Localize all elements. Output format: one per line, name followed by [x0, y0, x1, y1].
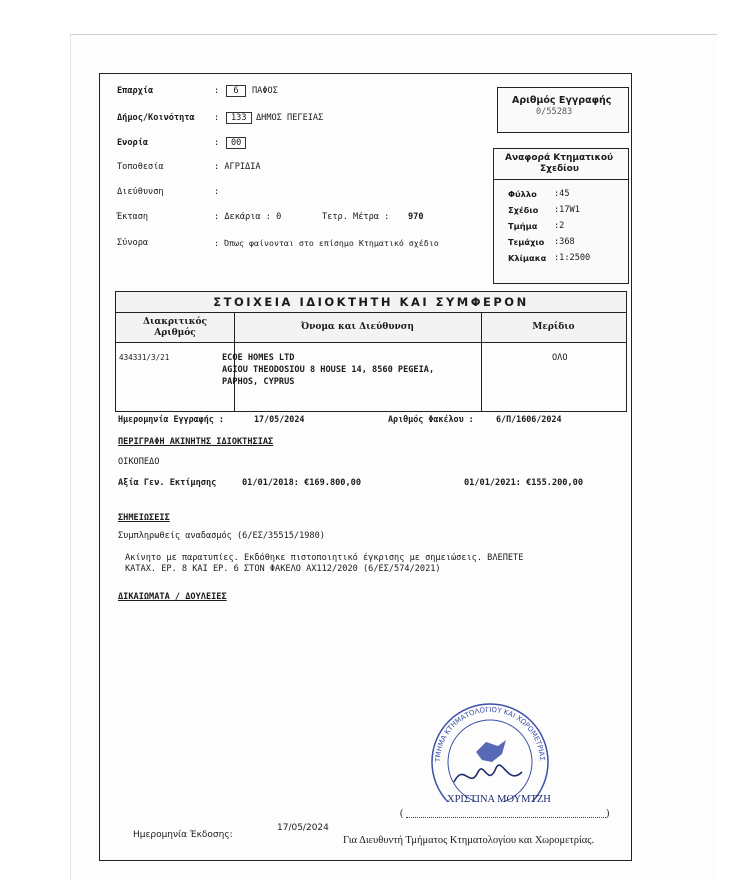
map-ref-fyllo-label: Φύλλο [508, 189, 537, 199]
valuation-2018: 01/01/2018: €169.800,00 [242, 478, 361, 488]
notes-heading: ΣΗΜΕΙΩΣΕΙΣ [118, 513, 170, 523]
eparchia-code: 6 [226, 85, 246, 97]
stamp-text: ΤΜΗΜΑ ΚΤΗΜΑΤΟΛΟΓΙΟΥ ΚΑΙ ΧΩΡΟΜΕΤΡΙΑΣ [433, 705, 547, 763]
ektasi-dekaria: : Δεκάρια : 0 [214, 212, 282, 222]
topothesia-label: Τοποθεσία [117, 162, 164, 172]
description-value: ΟΙΚΟΠΕΔΟ [118, 457, 160, 467]
eparchia-name: ΠΑΦΟΣ [252, 86, 278, 96]
notes-line-3: ΚΑΤΑΧ. ΕΡ. 8 ΚΑΙ ΕΡ. 6 ΣΤΟΝ ΦΑΚΕΛΟ ΑΧ112/2020 (6/ΕΣ/574/2021) [125, 564, 441, 574]
topothesia-value: : ΑΓΡΙΔΙΑ [214, 162, 261, 172]
signature-icon [454, 765, 522, 782]
synora-label: Σύνορα [117, 238, 149, 248]
map-reference-box [493, 148, 629, 284]
map-ref-schedio-value: :17W1 [554, 205, 580, 215]
enoria-code: 00 [226, 137, 246, 149]
col-header-id-line1: Διακριτικός [143, 317, 207, 328]
registration-box [497, 87, 629, 133]
col-header-name: Όνομα και Διεύθυνση [234, 313, 481, 343]
dimos-code: 133 [226, 112, 252, 124]
owner-id: 434331/3/21 [119, 353, 170, 362]
issue-date-value: 17/05/2024 [277, 823, 329, 833]
map-ref-temaxio-label: Τεμάχιο [508, 237, 545, 247]
owner-address-1: AGIOU THEODOSIOU 8 HOUSE 14, 8560 PEGEIA, [222, 365, 435, 375]
owner-table [115, 291, 627, 412]
owner-address-2: PAPHOS, CYPRUS [222, 377, 295, 387]
file-no-value: 6/Π/1606/2024 [496, 414, 562, 424]
map-ref-klimaka-value: :1:2500 [554, 253, 591, 263]
map-ref-temaxio-value: :368 [554, 237, 575, 247]
dieuthinsi-label: Διεύθυνση [117, 187, 164, 197]
map-reference-title-1: Αναφορά Κτηματικού [505, 153, 614, 163]
owner-row-bg [116, 343, 626, 411]
valuation-label: Αξία Γεν. Εκτίμησης [118, 478, 217, 488]
registration-label: Αριθμός Εγγραφής [512, 95, 612, 106]
map-ref-fyllo-value: :45 [554, 189, 570, 199]
signatory-paren-close: ) [606, 808, 610, 819]
valuation-2021: 01/01/2021: €155.200,00 [464, 478, 583, 488]
registration-number: 0/55283 [536, 107, 573, 117]
map-ref-tmima-label: Τμήμα [508, 221, 538, 231]
description-heading: ΠΕΡΙΓΡΑΦΗ ΑΚΙΝΗΤΗΣ ΙΔΙΟΚΤΗΣΙΑΣ [118, 437, 274, 447]
col-header-share: Μερίδιο [481, 313, 626, 343]
for-director-text: Για Διευθυντή Τμήματος Κτηματολογίου και Χωρομετρίας. [343, 835, 595, 846]
dieuthinsi-value: : [214, 187, 220, 197]
ektasi-label: Έκταση [117, 212, 149, 222]
official-stamp [424, 702, 554, 802]
dimos-colon: : [214, 113, 220, 123]
reg-date-value: 17/05/2024 [254, 414, 305, 424]
eparchia-colon: : [214, 86, 220, 96]
signature-line [406, 817, 606, 818]
notes-line-1: Συμπληρωθείς αναδασμός (6/ΕΣ/35515/1980) [118, 531, 325, 541]
owner-table-title: ΣΤΟΙΧΕΙΑ ΙΔΙΟΚΤΗΤΗ ΚΑΙ ΣΥΜΦΕΡΟΝ [116, 292, 626, 313]
stamp-emblem-icon [476, 740, 506, 762]
map-ref-tmima-value: :2 [554, 221, 565, 231]
col-divider-2b [481, 343, 482, 411]
reg-date-label: Ημερομηνία Εγγραφής : [118, 414, 224, 424]
map-reference-title-2: Σχεδίου [540, 164, 579, 174]
issue-date-label: Ημερομηνία Έκδοσης: [133, 830, 233, 840]
dimos-label: Δήμος/Κοινότητα [117, 113, 195, 123]
owner-share: ΟΛΟ [552, 353, 568, 363]
file-no-label: Αριθμός Φακέλου : [388, 414, 474, 424]
enoria-label: Ενορία [117, 138, 149, 148]
enoria-colon: : [214, 138, 220, 148]
eparchia-label: Επαρχία [117, 86, 154, 96]
dimos-name: ΔΗΜΟΣ ΠΕΓΕΙΑΣ [256, 113, 324, 123]
map-ref-klimaka-label: Κλίμακα [508, 253, 547, 263]
synora-value: : Όπως φαίνονται στο επίσημο Κτηματικό σχέδιο [214, 238, 439, 248]
owner-name: ECOE HOMES LTD [222, 353, 295, 363]
ektasi-metra-label: Τετρ. Μέτρα : [322, 212, 390, 222]
notes-line-2: Ακίνητο με παρατυπίες. Εκδόθηκε πιστοποιητικό έγκρισης με σημειώσεις. ΒΛΕΠΕΤΕ [125, 553, 524, 563]
map-ref-schedio-label: Σχέδιο [508, 205, 539, 215]
col-header-id-line2: Αριθμός [154, 327, 196, 338]
signatory-paren-open: ( [400, 808, 404, 819]
col-header-id [116, 313, 234, 343]
signatory-name: ΧΡΙΣΤΙΝΑ ΜΟΥΜΤΖΗ [447, 794, 551, 805]
rights-heading: ΔΙΚΑΙΩΜΑΤΑ / ΔΟΥΛΕΙΕΣ [118, 592, 227, 602]
ektasi-metra-value: 970 [408, 212, 424, 222]
